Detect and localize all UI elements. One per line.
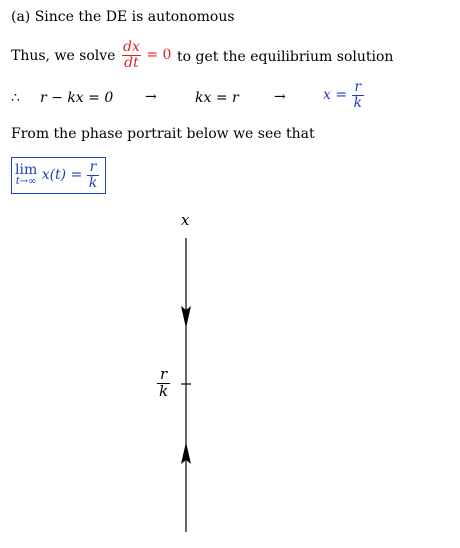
equation-1: r − kx = 0: [40, 90, 114, 106]
derivative-numerator: dx: [123, 39, 140, 55]
equilibrium-label: [157, 367, 170, 400]
equilibrium-label-fraction: [157, 367, 170, 400]
axis-label-x: x: [181, 211, 190, 229]
therefore-symbol: ∴: [11, 90, 20, 106]
phase-portrait-intro: From the phase portrait below we see that: [11, 126, 315, 142]
limit-subscript: t→∞: [15, 176, 37, 188]
derivative-denominator: dt: [124, 54, 139, 71]
equilibrium-lhs: x =: [323, 87, 348, 104]
limit-denominator: k: [88, 174, 98, 191]
solve-prefix: Thus, we solve: [11, 48, 116, 64]
intro-line: (a) Since the DE is autonomous: [11, 9, 235, 25]
arrow-1: →: [145, 89, 157, 105]
limit-numerator: r: [89, 159, 97, 175]
derivative-equals: = 0: [146, 47, 172, 64]
equilibrium-label-numerator: r: [159, 365, 168, 383]
equilibrium-label-denominator: k: [159, 381, 169, 400]
arrow-2: →: [274, 89, 286, 105]
limit-function: x(t) =: [41, 167, 83, 184]
solve-suffix: to get the equilibrium solution: [177, 49, 394, 65]
equilibrium-denominator: k: [353, 94, 363, 111]
equation-2: kx = r: [195, 90, 239, 106]
limit-word: lim: [15, 162, 38, 179]
equilibrium-numerator: r: [354, 79, 362, 95]
